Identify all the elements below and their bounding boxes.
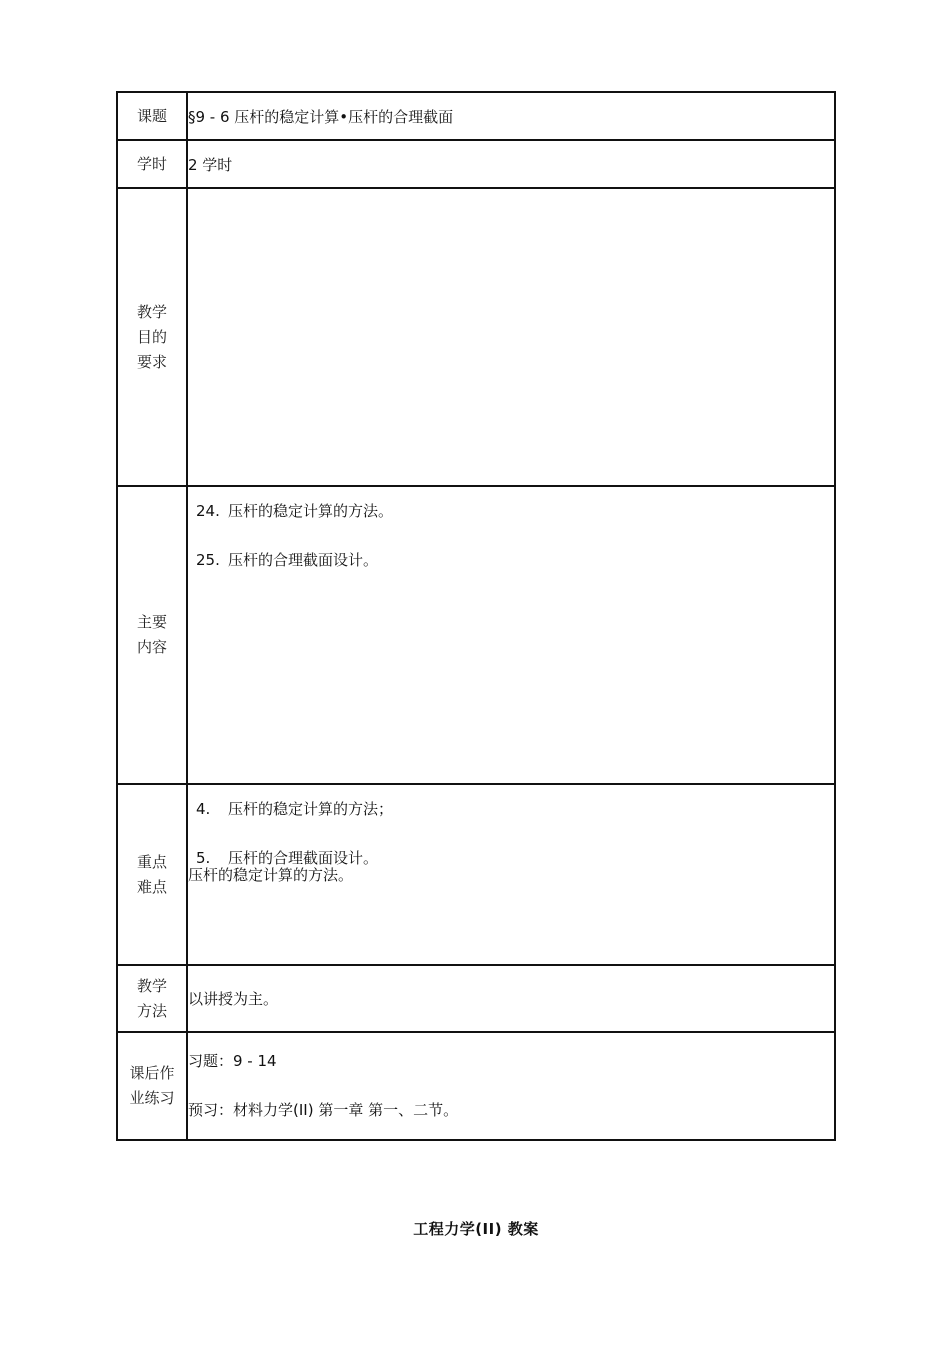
goal-item xyxy=(196,499,393,524)
goals-row xyxy=(117,188,835,486)
key-value: 压杆的稳定计算的方法。 xyxy=(188,866,354,884)
homework-item: 习题：9 - 14 xyxy=(188,1052,277,1070)
goals-label: 教学目的要求 xyxy=(136,302,167,371)
method-value: 以讲授为主。 xyxy=(188,990,279,1008)
main-item xyxy=(196,846,393,871)
goals-list xyxy=(196,499,393,597)
goal-item-number: 25. xyxy=(196,551,220,569)
main-list xyxy=(196,797,393,895)
hours-value: 2 学时 xyxy=(188,155,233,174)
goal-item-number: 24. xyxy=(196,502,220,520)
homework-item: 预习：材料力学(II) 第一章 第一、二节。 xyxy=(188,1101,459,1119)
homework-label-cell xyxy=(117,1032,187,1140)
goals-label-cell xyxy=(117,188,187,486)
homework-label: 课后作业练习 xyxy=(129,1064,175,1107)
homework-row xyxy=(117,1032,835,1140)
main-label: 主要内容 xyxy=(136,613,167,656)
main-item-number: 5. xyxy=(196,849,211,867)
hours-label: 学时 xyxy=(136,154,167,173)
method-value-cell xyxy=(187,965,835,1032)
main-item xyxy=(196,797,393,822)
hours-row xyxy=(117,140,835,188)
title-label-cell xyxy=(117,92,187,140)
goal-item-text: 压杆的稳定计算的方法。 xyxy=(228,502,394,520)
homework-content-cell xyxy=(187,1032,835,1140)
title-label: 课题 xyxy=(136,106,167,125)
method-row xyxy=(117,965,835,1032)
method-label-cell xyxy=(117,965,187,1032)
main-item-text: 压杆的稳定计算的方法； xyxy=(228,800,394,818)
main-item-number: 4. xyxy=(196,800,211,818)
hours-label-cell xyxy=(117,140,187,188)
hours-value-cell xyxy=(187,140,835,188)
main-label-cell xyxy=(117,486,187,784)
lesson-plan-table xyxy=(116,91,836,1141)
title-value-cell xyxy=(187,92,835,140)
title-value: §9 - 6 压杆的稳定计算•压杆的合理截面 xyxy=(188,107,454,126)
title-row xyxy=(117,92,835,140)
footer-title: 工程力学(II) 教案 xyxy=(413,1220,539,1238)
goals-content-cell xyxy=(187,188,835,569)
key-label-cell xyxy=(117,784,187,965)
method-label: 教学方法 xyxy=(136,976,167,1020)
main-item-text: 压杆的合理截面设计。 xyxy=(228,849,379,867)
key-label: 重点难点 xyxy=(136,852,167,896)
goal-item xyxy=(196,548,393,573)
goal-item-text: 压杆的合理截面设计。 xyxy=(228,551,379,569)
